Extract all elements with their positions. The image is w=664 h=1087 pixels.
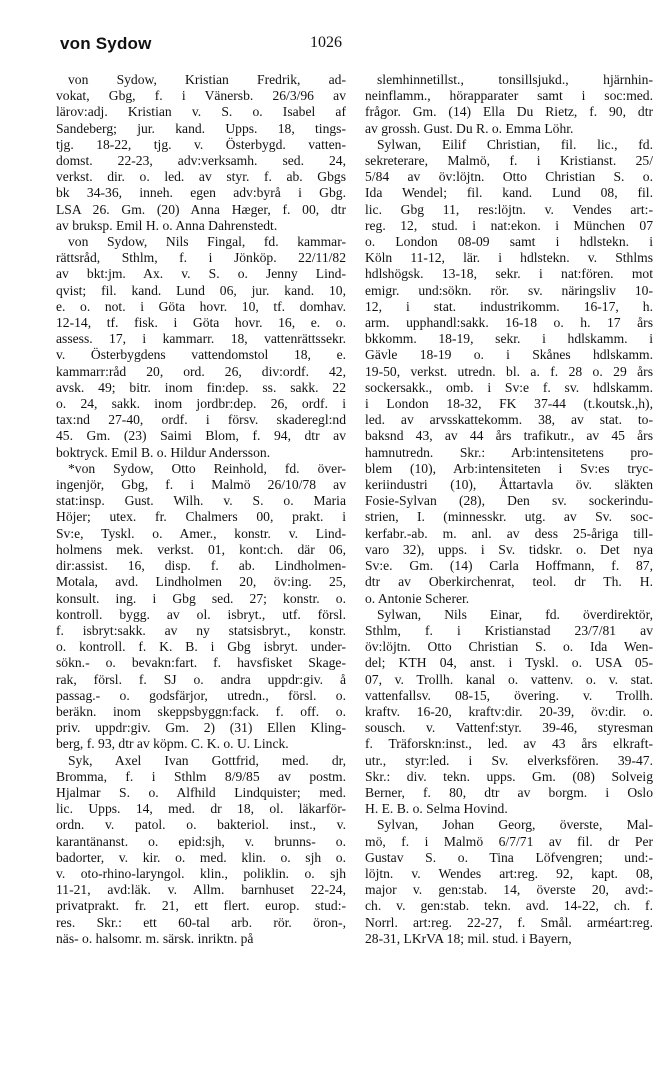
text-line: Ida Wendel; fil. kand. Lund 08, fil. (365, 185, 653, 201)
text-line: Köln 11-12, lär. i hdlstekn. v. Sthlms (365, 250, 653, 266)
text-line: Höjer; utex. fr. Chalmers 00, prakt. i (56, 509, 346, 525)
text-line: av bruksp. Emil H. o. Anna Dahrenstedt. (56, 217, 278, 233)
text-line: emigr. und:sökn. rör. sv. näringsliv 10- (365, 282, 653, 298)
text-line: keriindustri (10), Åttartavla öv. släkten (365, 477, 653, 493)
text-line: kerfabr.-ab. m. anl. av dess 25-åriga till- (365, 525, 653, 541)
text-line: 12, i stat. industrikomm. 16-17, h. (365, 298, 653, 314)
text-line: qvist; fil. kand. Lund 06, jur. kand. 10, (56, 282, 346, 298)
text-line: utr., styr:led. i Sv. elverksfören. 39-47. (365, 752, 653, 768)
text-line: lic. Upps. 14, med. dr 18, ol. läkarför- (56, 801, 346, 817)
text-line: o. Antonie Scherer. (365, 590, 470, 606)
text-line: badorter, v. kir. o. med. klin. o. sjh o. (56, 849, 346, 865)
biography-entry (56, 234, 346, 461)
text-line: bk 34-36, inneh. egen adv:byrå i Gbg. (56, 185, 346, 201)
running-head: von Sydow (60, 34, 152, 53)
page-header (0, 26, 664, 56)
text-line: rättsråd, Sthlm, f. i Jönköp. 22/11/82 (56, 250, 346, 266)
text-line: neinflamm., hörapparater samt i soc:med. (365, 88, 653, 104)
text-line: vattenfallsv. 08-15, övering. v. Trollh. (365, 687, 653, 703)
text-line: led. av arvsskattekomm. 38, av stat. to- (365, 412, 653, 428)
text-line: hdlshögsk. 13-18, sekr. i nat:fören. mot (365, 266, 653, 282)
text-line: blem (10), Arb:intensiteten i Sv:es tryc- (365, 460, 653, 476)
text-line: verkst. dir. o. led. av styr. f. ab. Gbgs (56, 169, 346, 185)
text-line: rak, försl. f. SJ o. andra uppdr:giv. å (56, 671, 346, 687)
text-line: priv. uppdr:giv. Gm. 2) (31) Ellen Kling- (56, 720, 346, 736)
text-line: dir:assist. 16, disp. f. ab. Lindholmen- (56, 558, 346, 574)
text-line: Fosie-Sylvan (28), Den sv. sockerindu- (365, 493, 653, 509)
text-line: frågor. Gm. (14) Ella Du Rietz, f. 90, dtr (365, 104, 653, 120)
text-line: hamnutredn. Skr.: Arb:intensitetens pro- (365, 444, 653, 460)
biography-entry (365, 137, 653, 607)
text-line: av bkt:jm. Ax. v. S. o. Jenny Lind- (56, 266, 346, 282)
text-line: privatprakt. fr. 21, ett flert. europ. stud:- (56, 898, 346, 914)
text-line: ch. v. gen:stab. tekn. avd. 14-22, ch. f. (365, 898, 653, 914)
text-line: av grossh. Gust. Du R. o. Emma Löhr. (365, 120, 574, 136)
text-line: kontroll. bygg. av ol. isbryt., utf. försl. (56, 606, 346, 622)
text-line: kraftv. 16-20, kraftv:dir. 20-39, öv:dir. o. (365, 703, 653, 719)
text-line: Berner, f. 80, dtr av borgm. i Oslo (365, 784, 653, 800)
text-line: boktryck. Emil B. o. Hildur Andersson. (56, 444, 271, 460)
text-line: berg, f. 93, dtr av köpm. C. K. o. U. Linck. (56, 736, 289, 752)
text-line: ordn. v. patol. o. bakteriol. inst., v. (56, 817, 346, 833)
text-line: von Sydow, Nils Fingal, fd. kammar- (68, 234, 346, 250)
biography-entry (56, 753, 346, 947)
text-line: *von Sydow, Otto Reinhold, fd. över- (68, 460, 346, 476)
text-line: lärov:adj. Kristian v. S. o. Isabel af (56, 104, 346, 120)
text-line: major v. gen:stab. 14, överste 20, avd:- (365, 882, 653, 898)
text-line: löjtn. v. Wendes art:reg. 92, kapt. 08, (365, 865, 653, 881)
biography-entry (365, 817, 653, 947)
text-line: o. 24, sakk. inom jordbr:dep. 26, ordf. i (56, 396, 346, 412)
text-line: Gävle 18-19 o. i Skånes hdlskamm. (365, 347, 653, 363)
text-line: passag.- o. godsfärjor, utredn., försl. o. (56, 687, 346, 703)
text-line: sekreterare, Malmö, f. i Kristianst. 25/ (365, 153, 653, 169)
text-line: 07, v. Trollh. kanal o. vattenv. o. v. stat. (365, 671, 653, 687)
text-line: strien, I. (minnesskr. utg. av Sv. soc- (365, 509, 653, 525)
text-line: sockersakk., omb. i Sv:e f. sv. hdlskamm. (365, 379, 653, 395)
text-line: sökn.- o. bevakn:fart. f. havsfisket Skage- (56, 655, 346, 671)
text-line: kammarr:råd 20, ord. 26, div:ordf. 42, (56, 363, 346, 379)
text-line: arm. upphandl:sakk. 16-18 o. h. 17 års (365, 315, 653, 331)
text-line: von Sydow, Kristian Fredrik, ad- (68, 72, 346, 87)
text-line: Sv:e. Gm. (14) Carla Hoffmann, f. 87, (365, 558, 653, 574)
biography-entry (365, 72, 653, 137)
text-line: H. E. B. o. Selma Hovind. (365, 801, 508, 817)
text-line: öv:löjtn. Otto Christian S. o. Ida Wen- (365, 639, 653, 655)
text-line: Syk, Axel Ivan Gottfrid, med. dr, (68, 752, 346, 768)
text-line: LSA 26. Gm. (20) Anna Hæger, f. 00, dtr (56, 201, 346, 217)
text-line: holmens mek. verkst. 01, kont:ch. där 06, (56, 541, 346, 557)
page-number: 1026 (310, 34, 342, 51)
text-line: o. London 08-09 samt i hdlstekn. i (365, 234, 653, 250)
text-line: karantänanst. o. epid:sjh, v. brunns- o. (56, 833, 346, 849)
text-line: 19-50, verkst. utredn. bl. a. f. 28 o. 29 års (365, 363, 653, 379)
text-line: mö, f. i Malmö 6/7/71 av fil. dr Per (365, 833, 653, 849)
text-line: 11-21, avd:läk. v. Allm. barnhuset 22-24, (56, 882, 346, 898)
text-line: ingenjör, Gbg, f. i Malmö 26/10/78 av (56, 477, 346, 493)
text-line: Norrl. art:reg. 22-27, f. Smål. arméart:reg. (365, 914, 653, 930)
text-line: assess. 17, i kammarr. 18, vattenrättssekr. (56, 331, 346, 347)
right-column (365, 72, 653, 947)
text-line: 45. Gm. (23) Saimi Blom, f. 94, dtr av (56, 428, 346, 444)
text-line: o. kontroll. f. K. B. i Gbg isbryt. under- (56, 639, 346, 655)
text-line: näs- o. halsomr. m. särsk. inriktn. på (56, 930, 254, 946)
text-line: tjg. 18-22, tjg. v. Österbygd. vatten- (56, 136, 346, 152)
text-line: res. Skr.: ett 60-tal arb. rör. öron-, (56, 914, 346, 930)
biography-entry (56, 461, 346, 753)
text-line: Sylwan, Eilif Christian, fil. lic., fd. (377, 136, 653, 152)
biography-entry (365, 607, 653, 818)
text-line: reg. 12, stud. i nat:ekon. i München 07 (365, 217, 653, 233)
text-line: 28-31, LKrVA 18; mil. stud. i Bayern, (365, 930, 572, 946)
text-line: 12-14, tf. fisk. i Göta hovr. 16, e. o. (56, 315, 346, 331)
text-line: vokat, Gbg, f. i Vänersb. 26/3/96 av (56, 88, 346, 104)
text-line: bkkomm. 18-19, sekr. i hdlskamm. i (365, 331, 653, 347)
text-line: slemhinnetillst., tonsillsjukd., hjärnhin- (377, 72, 653, 87)
text-line: lic. Gbg 11, res:löjtn. v. Vendes art:- (365, 201, 653, 217)
text-line: Gustav S. o. Tina Löfvengren; und:- (365, 849, 653, 865)
text-line: beräkn. inom skeppsbyggn:fack. f. off. o. (56, 703, 346, 719)
text-line: dtr av Oberkirchenrat, teol. dr Th. H. (365, 574, 653, 590)
text-line: Sthlm, f. i Kristianstad 23/7/81 av (365, 622, 653, 638)
text-line: e. o. not. i Göta hovr. 10, tf. domhav. (56, 298, 346, 314)
text-line: Sv:e, Tyskl. o. Amer., konstr. v. Lind- (56, 525, 346, 541)
text-line: konsult. ing. i Gbg sed. 27; konstr. o. (56, 590, 346, 606)
text-line: v. Österbygdens vattendomstol 18, e. (56, 347, 346, 363)
text-line: baksnd 43, av 44 års trafikutr., av 45 års (365, 428, 653, 444)
biography-entry (56, 72, 346, 234)
text-line: stat:insp. Gust. Wilh. v. S. o. Maria (56, 493, 346, 509)
text-line: Skr.: div. tekn. upps. Gm. (08) Solveig (365, 768, 653, 784)
left-column (56, 72, 346, 947)
text-line: f. isbryt:sakk. av ny statsisbryt., konstr. (56, 622, 346, 638)
text-line: Sandeberg; jur. kand. Upps. 18, tings- (56, 120, 346, 136)
text-line: f. Träforskn:inst., led. av 43 års elkraft- (365, 736, 653, 752)
text-line: sousch. v. Vattenf:styr. 39-46, styresman (365, 720, 653, 736)
text-line: domst. 22-23, adv:verksamh. sed. 24, (56, 153, 346, 169)
text-line: del; KTH 04, anst. i Tyskl. o. USA 05- (365, 655, 653, 671)
text-line: varo 32), upps. i Sv. tidskr. o. Det nya (365, 541, 653, 557)
text-line: Hjalmar S. o. Alfhild Lindquister; med. (56, 784, 346, 800)
text-line: v. oto-rhino-laryngol. klin., poliklin. o. sjh (56, 865, 346, 881)
text-line: Sylvan, Johan Georg, överste, Mal- (377, 817, 653, 833)
text-line: 5/84 av öv:löjtn. Otto Christian S. o. (365, 169, 653, 185)
text-line: Bromma, f. i Sthlm 8/9/85 av postm. (56, 768, 346, 784)
text-line: Motala, avd. Lindholmen 20, öv:ing. 25, (56, 574, 346, 590)
text-line: i London 18-32, FK 37-44 (t.koutsk.,h), (365, 396, 653, 412)
text-line: tax:nd 27-40, ordf. i försv. skaderegl:nd (56, 412, 346, 428)
text-line: avsk. 49; bitr. inom fin:dep. ss. sakk. 22 (56, 379, 346, 395)
text-line: Sylwan, Nils Einar, fd. överdirektör, (377, 606, 653, 622)
